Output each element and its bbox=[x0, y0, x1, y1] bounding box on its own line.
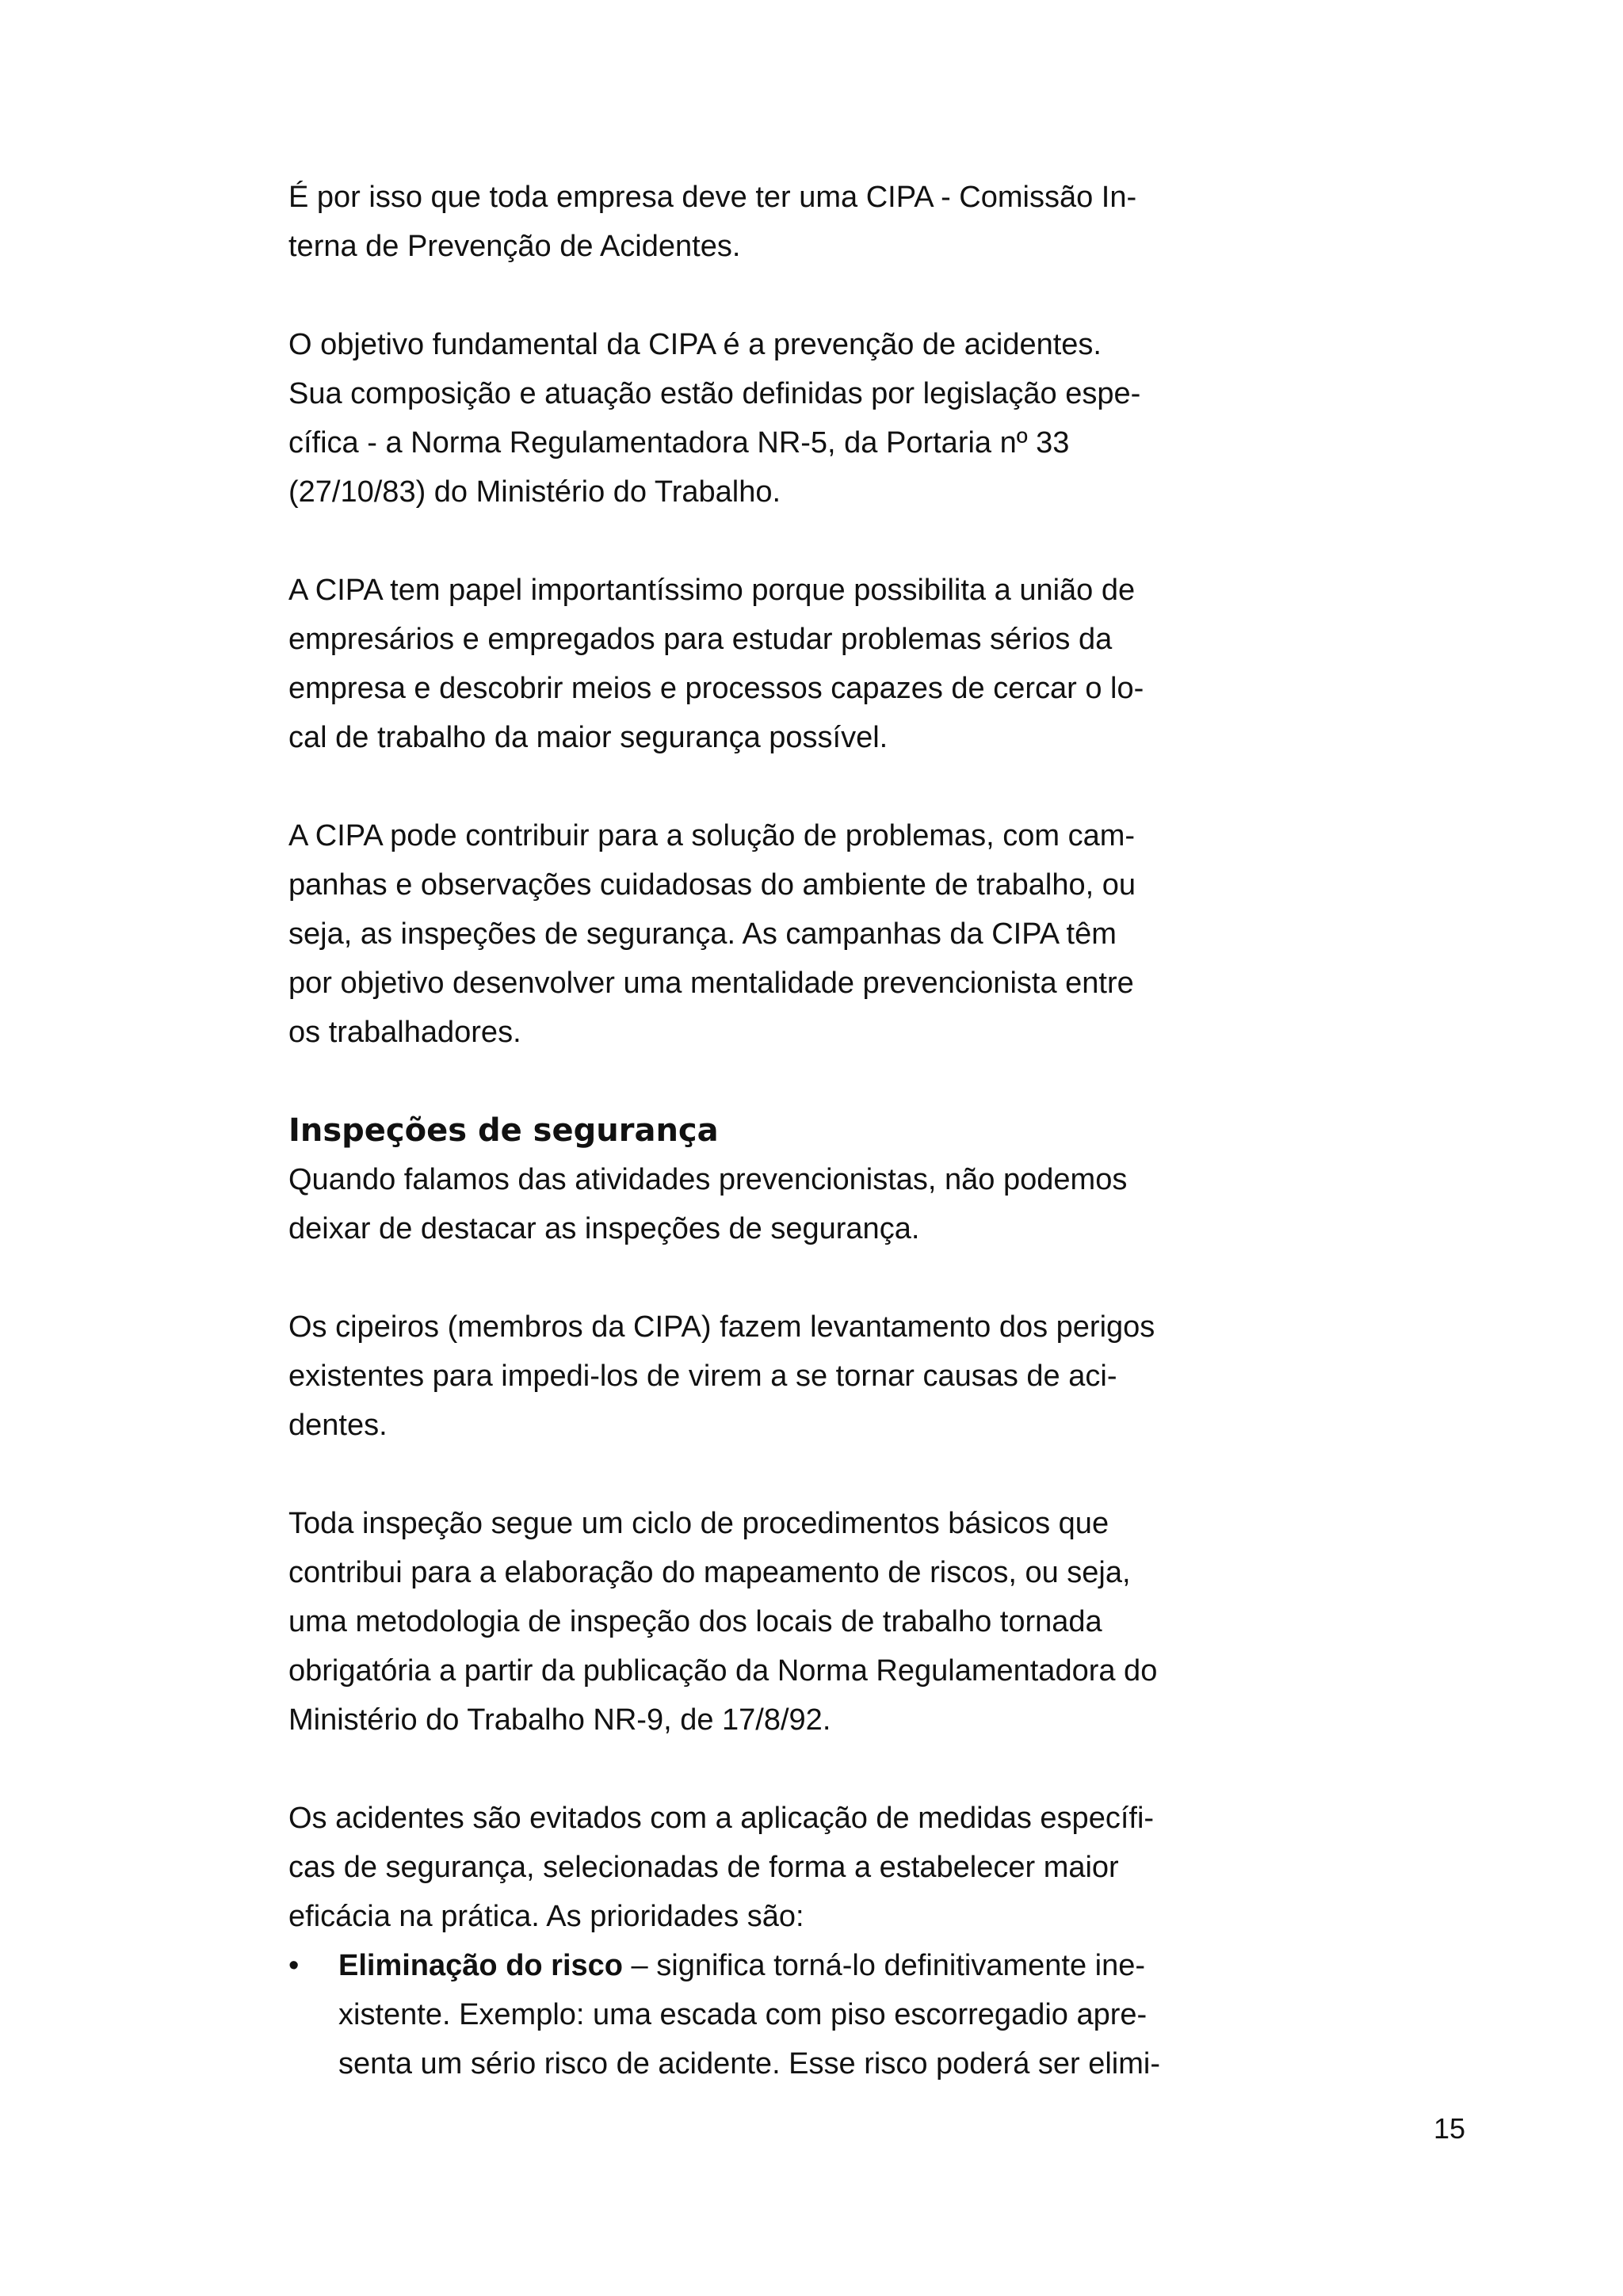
text-line: uma metodologia de inspeção dos locais de trabalho tornada bbox=[288, 1605, 1102, 1638]
text-line: seja, as inspeções de segurança. As campanhas da CIPA têm bbox=[288, 917, 1117, 951]
paragraph-inspection-cycle bbox=[288, 1499, 1208, 1745]
paragraph-cipeiros bbox=[288, 1302, 1208, 1450]
paragraph-cipa-campaigns bbox=[288, 811, 1208, 1057]
text-line: dentes. bbox=[288, 1409, 388, 1442]
page-number: 15 bbox=[1433, 2112, 1465, 2145]
text-line: A CIPA tem papel importantíssimo porque possibilita a união de bbox=[288, 574, 1136, 607]
text-line: terna de Prevenção de Acidentes. bbox=[288, 230, 741, 263]
text-line: empresa e descobrir meios e processos capazes de cercar o lo- bbox=[288, 672, 1144, 705]
paragraph-cipa-role bbox=[288, 566, 1208, 762]
body-text bbox=[288, 173, 1208, 2088]
text-line: O objetivo fundamental da CIPA é a prevenção de acidentes. bbox=[288, 328, 1102, 361]
paragraph-cipa-intro bbox=[288, 173, 1208, 271]
text-line: senta um sério risco de acidente. Esse risco poderá ser elimi- bbox=[338, 2047, 1161, 2081]
text-line: empresários e empregados para estudar problemas sérios da bbox=[288, 623, 1113, 656]
text-line: Ministério do Trabalho NR-9, de 17/8/92. bbox=[288, 1703, 831, 1737]
text-line: existentes para impedi-los de virem a se tornar causas de aci- bbox=[288, 1360, 1117, 1393]
text-line: Sua composição e atuação estão definidas por legislação espe- bbox=[288, 377, 1141, 410]
priorities-list bbox=[288, 1941, 1208, 2088]
paragraph-prevention-activities bbox=[288, 1155, 1208, 1253]
text-line: por objetivo desenvolver uma mentalidade prevencionista entre bbox=[288, 967, 1134, 1000]
text-line: panhas e observações cuidadosas do ambiente de trabalho, ou bbox=[288, 868, 1136, 902]
text-line: os trabalhadores. bbox=[288, 1016, 521, 1049]
bullet-icon: • bbox=[288, 1949, 300, 1982]
text-line: cífica - a Norma Regulamentadora NR-5, da Portaria nº 33 bbox=[288, 426, 1070, 460]
list-item-term: Eliminação do risco bbox=[338, 1949, 623, 1982]
text-line: cas de segurança, selecionadas de forma a estabelecer maior bbox=[288, 1851, 1119, 1884]
text-line: A CIPA pode contribuir para a solução de problemas, com cam- bbox=[288, 819, 1136, 852]
paragraph-cipa-objective bbox=[288, 320, 1208, 517]
text-line: Os cipeiros (membros da CIPA) fazem levantamento dos perigos bbox=[288, 1310, 1155, 1344]
list-item-text: – significa torná-lo definitivamente ine- bbox=[623, 1949, 1146, 1982]
text-line: Quando falamos das atividades prevencionistas, não podemos bbox=[288, 1163, 1128, 1196]
text-line: deixar de destacar as inspeções de segurança. bbox=[288, 1212, 920, 1245]
text-line: Os acidentes são evitados com a aplicação de medidas específi- bbox=[288, 1802, 1155, 1835]
list-item bbox=[288, 1941, 1208, 2088]
text-line: É por isso que toda empresa deve ter uma CIPA - Comissão In- bbox=[288, 181, 1137, 214]
text-line: cal de trabalho da maior segurança possível. bbox=[288, 721, 888, 754]
text-line: xistente. Exemplo: uma escada com piso escorregadio apre- bbox=[338, 1998, 1148, 2031]
text-line: contribui para a elaboração do mapeamento de riscos, ou seja, bbox=[288, 1556, 1131, 1589]
text-line: (27/10/83) do Ministério do Trabalho. bbox=[288, 475, 781, 509]
paragraph-priorities bbox=[288, 1794, 1208, 1941]
text-line: eficácia na prática. As prioridades são: bbox=[288, 1900, 804, 1933]
section-heading: Inspeções de segurança bbox=[288, 1112, 719, 1149]
text-line: Toda inspeção segue um ciclo de procedimentos básicos que bbox=[288, 1507, 1109, 1540]
text-line: obrigatória a partir da publicação da Norma Regulamentadora do bbox=[288, 1654, 1158, 1688]
